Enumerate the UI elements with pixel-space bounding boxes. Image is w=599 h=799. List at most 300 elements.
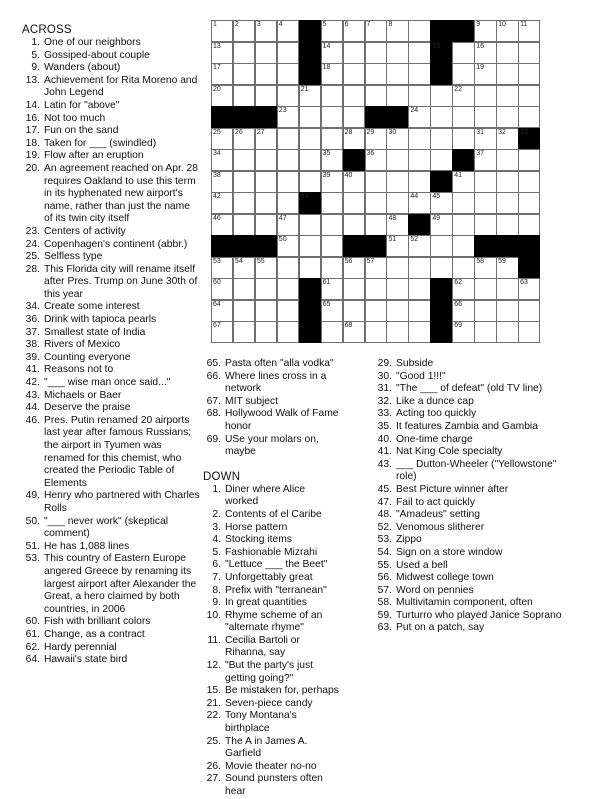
down-clue[interactable] [374,522,564,535]
grid-cell[interactable] [474,192,496,214]
cell-number: 6 [344,21,349,28]
grid-cell[interactable] [277,63,299,85]
cell-number: 7 [366,21,371,28]
grid-cell[interactable] [408,63,430,85]
clue-number: 6. [212,559,221,571]
grid-cell[interactable] [496,321,518,343]
grid-cell[interactable] [408,300,430,322]
grid-cell[interactable] [299,106,321,128]
grid-cell[interactable] [211,42,233,64]
across-clue[interactable] [203,396,341,409]
black-square [299,42,321,64]
down-clue[interactable] [374,358,564,371]
grid-cell[interactable] [430,149,452,171]
grid-cell[interactable] [408,278,430,300]
across-clue[interactable] [22,50,200,63]
clue-text: Centers of activity [44,225,126,237]
down-clue[interactable] [203,773,341,798]
grid-cell[interactable] [518,63,540,85]
grid-cell[interactable] [277,171,299,193]
grid-cell[interactable] [255,321,277,343]
across-clue[interactable] [22,327,200,340]
grid-cell[interactable] [408,321,430,343]
across-clue[interactable] [22,642,200,655]
grid-cell[interactable] [386,149,408,171]
grid-cell[interactable] [386,128,408,150]
grid-cell[interactable] [255,42,277,64]
grid-cell[interactable] [496,85,518,107]
grid-cell[interactable] [365,149,387,171]
clue-text: Henry who partnered with Charles Rolls [44,490,200,514]
across-clue[interactable] [22,490,200,515]
down-clue[interactable] [203,559,341,572]
grid-cell[interactable] [277,42,299,64]
grid-cell[interactable] [452,171,474,193]
grid-cell[interactable] [343,20,365,42]
grid-cell[interactable] [299,235,321,257]
grid-cell[interactable] [277,321,299,343]
grid-cell[interactable] [386,63,408,85]
grid-cell[interactable] [518,85,540,107]
grid-cell[interactable] [277,149,299,171]
down-clue[interactable] [203,585,341,598]
grid-cell[interactable] [496,63,518,85]
grid-cell[interactable] [452,321,474,343]
grid-cell[interactable] [321,171,343,193]
grid-cell[interactable] [277,300,299,322]
down-clue[interactable] [374,509,564,522]
grid-cell[interactable] [211,20,233,42]
grid-cell[interactable] [408,171,430,193]
grid-cell[interactable] [452,85,474,107]
grid-cell[interactable] [452,257,474,279]
down-clue[interactable] [374,622,564,635]
grid-cell[interactable] [321,214,343,236]
across-clue[interactable] [22,163,200,226]
down-clue[interactable] [374,610,564,623]
grid-cell[interactable] [277,20,299,42]
across-clue[interactable] [22,150,200,163]
grid-cell[interactable] [474,257,496,279]
grid-cell[interactable] [386,257,408,279]
grid-cell[interactable] [452,63,474,85]
grid-cell[interactable] [233,171,255,193]
clue-number: 68. [206,408,221,420]
across-clue[interactable] [203,408,341,433]
grid-cell[interactable] [386,214,408,236]
clue-number: 11. [207,634,221,646]
grid-cell[interactable] [518,214,540,236]
across-clue[interactable] [22,62,200,75]
across-clue[interactable] [22,654,200,667]
grid-cell[interactable] [321,20,343,42]
grid-cell[interactable] [474,63,496,85]
down-clue[interactable] [203,509,341,522]
grid-cell[interactable] [452,42,474,64]
down-clue[interactable] [203,572,341,585]
grid-cell[interactable] [474,20,496,42]
down-clue[interactable] [203,534,341,547]
grid-cell[interactable] [233,149,255,171]
grid-cell[interactable] [321,149,343,171]
grid-cell[interactable] [386,235,408,257]
grid-cell[interactable] [211,321,233,343]
grid-cell[interactable] [408,106,430,128]
down-clue[interactable] [374,408,564,421]
grid-cell[interactable] [277,106,299,128]
down-clue[interactable] [203,710,341,735]
across-clue[interactable] [22,616,200,629]
grid-cell[interactable] [255,171,277,193]
grid-cell[interactable] [343,85,365,107]
grid-cell[interactable] [321,278,343,300]
grid-cell[interactable] [518,42,540,64]
across-clue[interactable] [22,226,200,239]
grid-cell[interactable] [321,63,343,85]
grid-cell[interactable] [365,192,387,214]
grid-cell[interactable] [211,149,233,171]
grid-cell[interactable] [496,171,518,193]
grid-cell[interactable] [343,300,365,322]
clue-text: Stocking items [225,534,292,546]
grid-cell[interactable] [496,20,518,42]
down-clue[interactable] [203,522,341,535]
down-clue[interactable] [203,736,341,761]
across-clue[interactable] [22,402,200,415]
grid-cell[interactable] [430,235,452,257]
grid-cell[interactable] [233,42,255,64]
grid-cell[interactable] [365,128,387,150]
clue-text: Contents of el Caribe [225,508,322,520]
across-clue[interactable] [22,415,200,491]
grid-cell[interactable] [474,106,496,128]
grid-cell[interactable] [474,128,496,150]
clue-text: Acting too quickly [396,408,477,420]
black-square [299,321,321,343]
grid-cell[interactable] [496,300,518,322]
down-clue[interactable] [374,497,564,510]
grid-cell[interactable] [518,192,540,214]
grid-cell[interactable] [233,20,255,42]
down-clue[interactable] [203,597,341,610]
grid-cell[interactable] [408,235,430,257]
grid-cell[interactable] [474,214,496,236]
grid-cell[interactable] [233,85,255,107]
grid-cell[interactable] [452,235,474,257]
down-clue[interactable] [374,534,564,547]
grid-cell[interactable] [233,192,255,214]
grid-cell[interactable] [343,257,365,279]
grid-cell[interactable] [211,257,233,279]
grid-cell[interactable] [365,42,387,64]
clue-text: Cecilia Bartoli or Rihanna, say [225,634,300,659]
across-clue[interactable] [22,364,200,377]
grid-cell[interactable] [496,106,518,128]
cell-number: 64 [213,300,221,308]
down-clue[interactable] [203,635,341,660]
down-clue[interactable] [374,597,564,610]
grid-cell[interactable] [343,106,365,128]
grid-cell[interactable] [365,300,387,322]
cell-number: 67 [213,322,221,330]
grid-cell[interactable] [386,192,408,214]
grid-cell[interactable] [452,278,474,300]
grid-cell[interactable] [321,300,343,322]
grid-cell[interactable] [474,171,496,193]
down-clue[interactable] [374,446,564,459]
grid-cell[interactable] [299,128,321,150]
across-clue[interactable] [22,301,200,314]
grid-cell[interactable] [343,192,365,214]
grid-cell[interactable] [496,278,518,300]
grid-cell[interactable] [255,257,277,279]
grid-cell[interactable] [211,192,233,214]
grid-cell[interactable] [452,192,474,214]
grid-cell[interactable] [277,257,299,279]
grid-cell[interactable] [496,214,518,236]
across-clue[interactable] [22,113,200,126]
grid-cell[interactable] [255,300,277,322]
grid-cell[interactable] [386,42,408,64]
across-clue[interactable] [22,314,200,327]
grid-cell[interactable] [496,192,518,214]
grid-cell[interactable] [365,171,387,193]
clue-number: 12. [206,660,221,672]
grid-cell[interactable] [299,85,321,107]
grid-cell[interactable] [255,214,277,236]
grid-cell[interactable] [255,20,277,42]
grid-cell[interactable] [299,214,321,236]
clue-column-2 [203,358,341,799]
grid-cell[interactable] [474,42,496,64]
clue-number: 29. [377,358,392,369]
down-clue[interactable] [203,698,341,711]
grid-cell[interactable] [430,214,452,236]
cell-number: 22 [454,85,463,93]
grid-cell[interactable] [474,300,496,322]
grid-cell[interactable] [343,321,365,343]
grid-cell[interactable] [518,106,540,128]
cell-number: 54 [234,257,243,265]
down-clue[interactable] [203,610,341,635]
grid-cell[interactable] [386,171,408,193]
grid-cell[interactable] [321,85,343,107]
grid-cell[interactable] [386,85,408,107]
grid-cell[interactable] [255,149,277,171]
grid-cell[interactable] [343,63,365,85]
grid-cell[interactable] [255,63,277,85]
grid-cell[interactable] [408,128,430,150]
grid-cell[interactable] [343,171,365,193]
black-square [430,278,452,300]
across-clue[interactable] [22,352,200,365]
grid-cell[interactable] [321,192,343,214]
grid-cell[interactable] [518,278,540,300]
grid-cell[interactable] [408,42,430,64]
down-clue[interactable] [374,484,564,497]
grid-cell[interactable] [430,85,452,107]
grid-cell[interactable] [321,257,343,279]
down-clue[interactable] [374,560,564,573]
grid-cell[interactable] [277,128,299,150]
grid-cell[interactable] [408,192,430,214]
grid-cell[interactable] [386,20,408,42]
grid-cell[interactable] [277,85,299,107]
grid-cell[interactable] [211,171,233,193]
clue-number: 1. [212,483,221,495]
across-clue[interactable] [22,553,200,616]
across-clue[interactable] [22,125,200,138]
grid-cell[interactable] [518,171,540,193]
grid-cell[interactable] [255,128,277,150]
grid-cell[interactable] [343,128,365,150]
grid-cell[interactable] [211,128,233,150]
grid-cell[interactable] [430,128,452,150]
across-clue[interactable] [22,37,200,50]
grid-cell[interactable] [277,235,299,257]
grid-cell[interactable] [211,278,233,300]
grid-cell[interactable] [233,63,255,85]
across-clue[interactable] [22,377,200,390]
grid-cell[interactable] [233,321,255,343]
grid-cell[interactable] [430,257,452,279]
down-clue[interactable] [203,484,341,509]
grid-cell[interactable] [343,214,365,236]
grid-cell[interactable] [430,106,452,128]
grid-cell[interactable] [277,278,299,300]
across-clue[interactable] [22,251,200,264]
grid-cell[interactable] [474,321,496,343]
across-clue[interactable] [203,371,341,396]
down-clue[interactable] [203,660,341,685]
grid-cell[interactable] [321,321,343,343]
grid-cell[interactable] [496,149,518,171]
clue-text: Smallest state of India [44,326,146,338]
grid-cell[interactable] [365,214,387,236]
grid-cell[interactable] [430,192,452,214]
grid-cell[interactable] [518,321,540,343]
grid-cell[interactable] [321,128,343,150]
grid-cell[interactable] [496,257,518,279]
grid-cell[interactable] [386,278,408,300]
clue-number: 44. [25,402,40,414]
clue-number: 41. [25,364,40,376]
grid-cell[interactable] [299,257,321,279]
clue-number: 53. [25,553,40,565]
grid-cell[interactable] [211,63,233,85]
clue-text: MIT subject [225,395,279,407]
down-clue[interactable] [374,383,564,396]
grid-cell[interactable] [518,149,540,171]
across-clue[interactable] [22,390,200,403]
clue-text: "Good 1!!!" [396,370,446,382]
grid-cell[interactable] [474,85,496,107]
across-clue[interactable] [22,100,200,113]
grid-cell[interactable] [365,321,387,343]
black-square [408,214,430,236]
across-clue[interactable] [22,264,200,302]
grid-cell[interactable] [277,192,299,214]
grid-cell[interactable] [233,257,255,279]
grid-cell[interactable] [408,257,430,279]
grid-cell[interactable] [255,85,277,107]
grid-cell[interactable] [365,63,387,85]
across-clue[interactable] [22,541,200,554]
grid-cell[interactable] [343,42,365,64]
grid-cell[interactable] [365,20,387,42]
grid-cell[interactable] [211,300,233,322]
down-clue[interactable] [203,685,341,698]
down-clue[interactable] [374,585,564,598]
grid-cell[interactable] [321,235,343,257]
across-clue[interactable] [22,75,200,100]
grid-cell[interactable] [343,278,365,300]
down-clue[interactable] [374,572,564,585]
grid-cell[interactable] [365,85,387,107]
grid-cell[interactable] [496,42,518,64]
across-clue[interactable] [203,358,341,371]
grid-cell[interactable] [518,300,540,322]
across-clue[interactable] [22,516,200,541]
down-clue[interactable] [203,547,341,560]
grid-cell[interactable] [408,85,430,107]
down-clue[interactable] [374,434,564,447]
grid-cell[interactable] [452,106,474,128]
down-clue[interactable] [374,396,564,409]
grid-cell[interactable] [408,20,430,42]
grid-cell[interactable] [496,128,518,150]
cell-number: 35 [322,150,331,158]
down-clue[interactable] [374,371,564,384]
grid-cell[interactable] [452,214,474,236]
cell-number: 56 [344,257,353,265]
grid-cell[interactable] [452,128,474,150]
grid-cell[interactable] [386,300,408,322]
grid-cell[interactable] [233,214,255,236]
across-clue[interactable] [22,629,200,642]
grid-cell[interactable] [233,278,255,300]
grid-cell[interactable] [365,278,387,300]
grid-cell[interactable] [518,20,540,42]
cell-number: 19 [476,64,484,72]
grid-cell[interactable] [233,300,255,322]
grid-cell[interactable] [408,149,430,171]
across-clue[interactable] [22,339,200,352]
grid-cell[interactable] [474,278,496,300]
grid-cell[interactable] [255,278,277,300]
down-clue[interactable] [374,421,564,434]
grid-cell[interactable] [233,128,255,150]
grid-cell[interactable] [277,214,299,236]
grid-cell[interactable] [321,42,343,64]
grid-cell[interactable] [474,149,496,171]
grid-cell[interactable] [299,149,321,171]
grid-cell[interactable] [299,171,321,193]
across-clue[interactable] [22,239,200,252]
grid-cell[interactable] [386,321,408,343]
across-clue[interactable] [203,434,341,459]
down-clue[interactable] [203,761,341,774]
across-clue[interactable] [22,138,200,151]
grid-cell[interactable] [365,257,387,279]
down-clue[interactable] [374,459,564,484]
grid-cell[interactable] [211,85,233,107]
grid-cell[interactable] [211,214,233,236]
down-clue[interactable] [374,547,564,560]
grid-cell[interactable] [255,192,277,214]
grid-cell[interactable] [321,106,343,128]
grid-cell[interactable] [452,300,474,322]
